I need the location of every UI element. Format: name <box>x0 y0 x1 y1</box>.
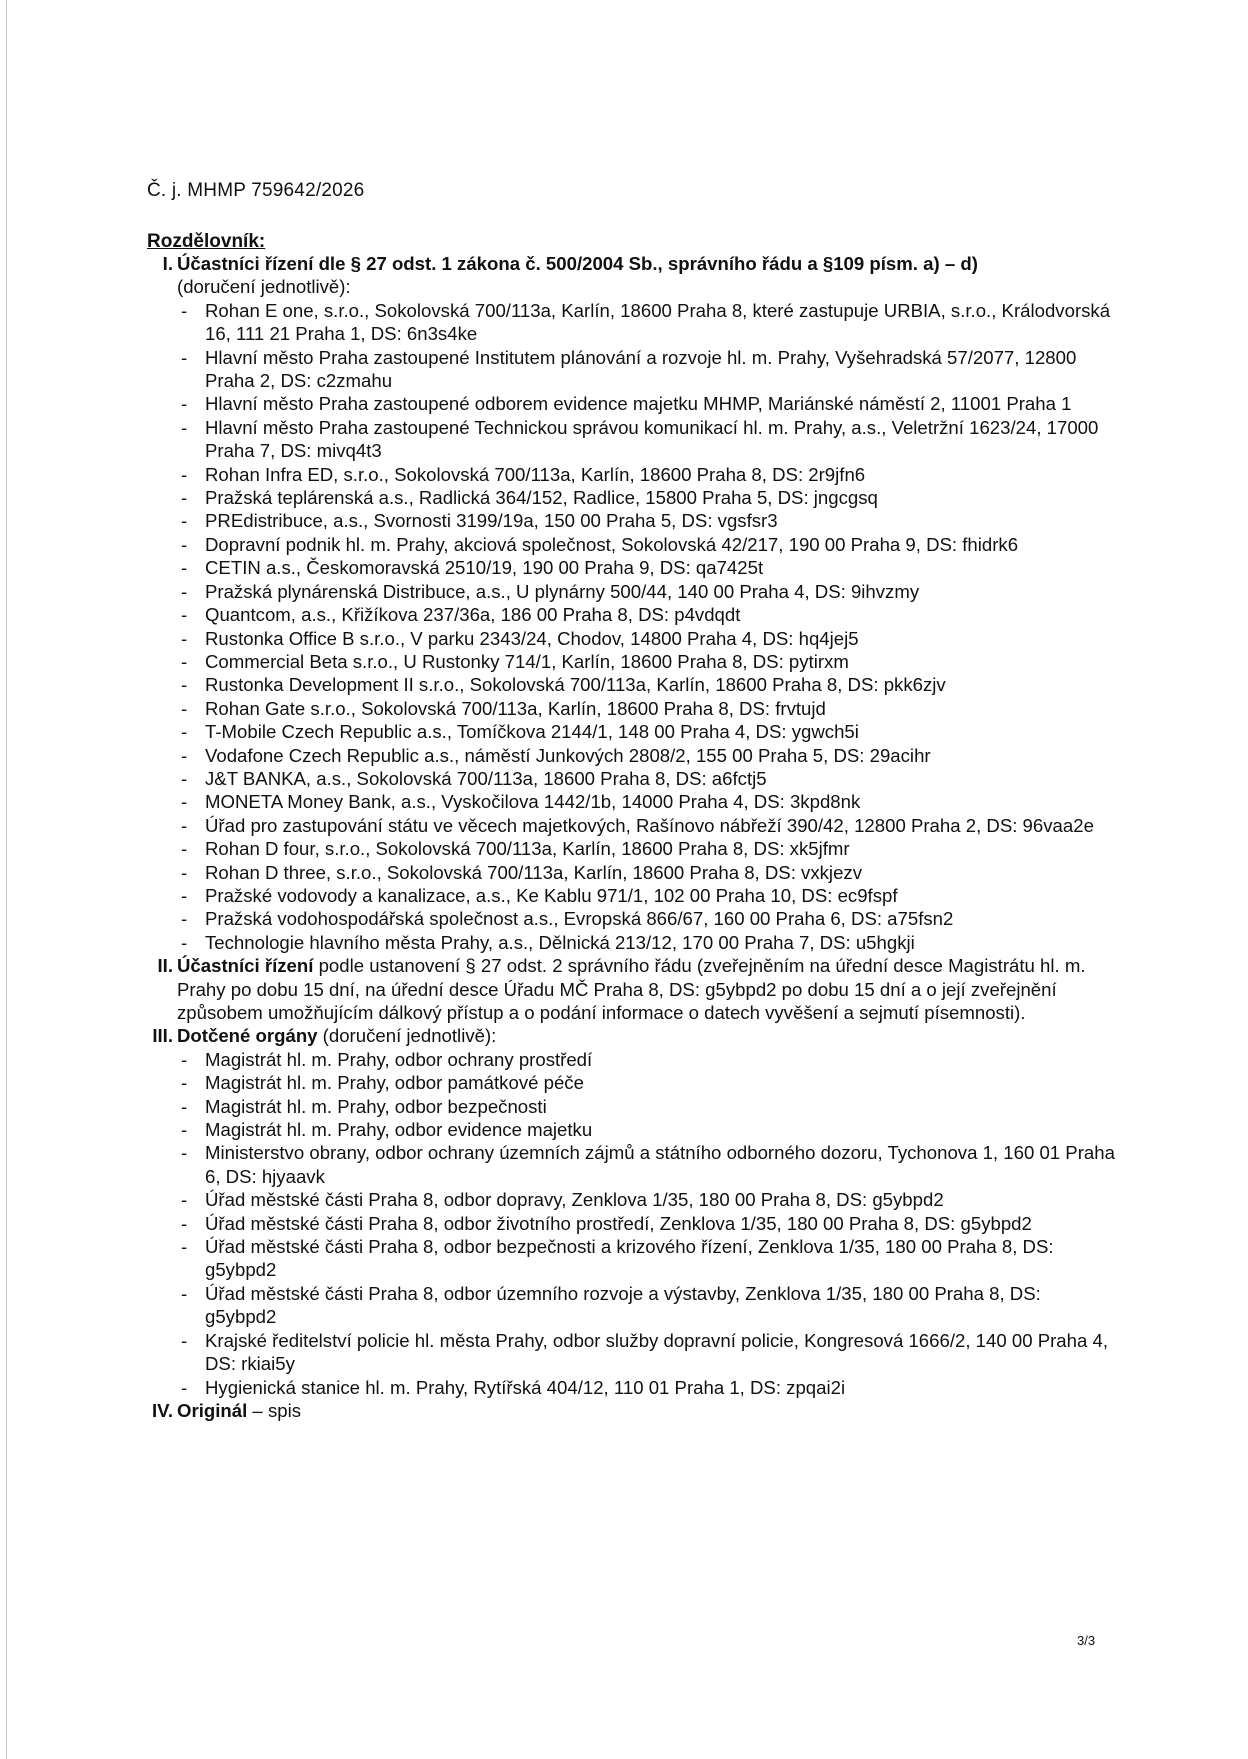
list-item: - Hygienická stanice hl. m. Prahy, Rytířská 404/12, 110 01 Praha 1, DS: zpqai2i <box>177 1376 1115 1399</box>
section-title-bold: Účastníci řízení <box>177 955 314 977</box>
page-number: 3/3 <box>1077 1633 1096 1648</box>
recipient-list <box>177 299 1115 954</box>
section-2 <box>125 954 1115 1024</box>
section-number: IV. <box>151 1399 173 1421</box>
list-item: - Rohan Infra ED, s.r.o., Sokolovská 700/113a, Karlín, 18600 Praha 8, DS: 2r9jfn6 <box>177 463 1115 486</box>
list-item: - Dopravní podnik hl. m. Prahy, akciová společnost, Sokolovská 42/217, 190 00 Praha 9, DS: fhidrk6 <box>177 533 1115 556</box>
authority-list <box>177 1048 1115 1399</box>
list-item: - Rohan D three, s.r.o., Sokolovská 700/113a, Karlín, 18600 Praha 8, DS: vxkjezv <box>177 861 1115 884</box>
list-item: - Rohan D four, s.r.o., Sokolovská 700/113a, Karlín, 18600 Praha 8, DS: xk5jfmr <box>177 837 1115 860</box>
list-item: - Technologie hlavního města Prahy, a.s., Dělnická 213/12, 170 00 Praha 7, DS: u5hgkji <box>177 931 1115 954</box>
section-title-rest: (doručení jednotlivě): <box>177 276 351 298</box>
list-item: - J&T BANKA, a.s., Sokolovská 700/113a, 18600 Praha 8, DS: a6fctj5 <box>177 767 1115 790</box>
list-item: - Hlavní město Praha zastoupené Technickou správou komunikací hl. m. Prahy, a.s., Veletržní 1623/24, 17000 Praha 7, DS: mivq4t3 <box>177 416 1115 463</box>
section-title <box>177 1399 1115 1422</box>
list-item: - Commercial Beta s.r.o., U Rustonky 714/1, Karlín, 18600 Praha 8, DS: pytirxm <box>177 650 1115 673</box>
list-item: - Rustonka Development II s.r.o., Sokolovská 700/113a, Karlín, 18600 Praha 8, DS: pkk6zjv <box>177 673 1115 696</box>
list-item: - Hlavní město Praha zastoupené odborem evidence majetku MHMP, Mariánské náměstí 2, 11001 Praha 1 <box>177 392 1115 415</box>
section-3 <box>125 1024 1115 1399</box>
list-item: - Magistrát hl. m. Prahy, odbor evidence majetku <box>177 1118 1115 1141</box>
list-item: - Rustonka Office B s.r.o., V parku 2343/24, Chodov, 14800 Praha 4, DS: hq4jej5 <box>177 627 1115 650</box>
section-title-rest: (doručení jednotlivě): <box>317 1025 497 1047</box>
list-item: - T-Mobile Czech Republic a.s., Tomíčkova 2144/1, 148 00 Praha 4, DS: ygwch5i <box>177 720 1115 743</box>
list-item: - Quantcom, a.s., Křižíkova 237/36a, 186 00 Praha 8, DS: p4vdqdt <box>177 603 1115 626</box>
list-item: - Úřad městské části Praha 8, odbor územního rozvoje a výstavby, Zenklova 1/35, 180 00 Praha 8, DS: g5ybpd2 <box>177 1282 1115 1329</box>
section-title <box>177 954 1115 1024</box>
list-item: - Hlavní město Praha zastoupené Institutem plánování a rozvoje hl. m. Prahy, Vyšehradská 57/2077, 12800 Praha 2, DS: c2zmahu <box>177 346 1115 393</box>
list-item: - Rohan E one, s.r.o., Sokolovská 700/113a, Karlín, 18600 Praha 8, které zastupuje URBIA, s.r.o., Králodvorská 16, 111 21 Praha 1, DS: 6n3s4ke <box>177 299 1115 346</box>
section-title <box>177 252 1115 299</box>
list-item: - Úřad městské části Praha 8, odbor životního prostředí, Zenklova 1/35, 180 00 Praha 8, DS: g5ybpd2 <box>177 1212 1115 1235</box>
reference-number: Č. j. MHMP 759642/2026 <box>147 180 365 201</box>
section-title-bold: Originál <box>177 1399 248 1421</box>
list-item: - Pražská teplárenská a.s., Radlická 364/152, Radlice, 15800 Praha 5, DS: jngcgsq <box>177 486 1115 509</box>
list-item: - Rohan Gate s.r.o., Sokolovská 700/113a, Karlín, 18600 Praha 8, DS: frvtujd <box>177 697 1115 720</box>
list-item: - Úřad městské části Praha 8, odbor dopravy, Zenklova 1/35, 180 00 Praha 8, DS: g5ybpd2 <box>177 1188 1115 1211</box>
distribution-list <box>125 252 1115 1422</box>
list-item: - CETIN a.s., Českomoravská 2510/19, 190 00 Praha 9, DS: qa7425t <box>177 556 1115 579</box>
list-item: - Úřad městské části Praha 8, odbor bezpečnosti a krizového řízení, Zenklova 1/35, 180 00 Praha 8, DS: g5ybpd2 <box>177 1235 1115 1282</box>
section-title <box>177 1024 1115 1047</box>
list-item: - Magistrát hl. m. Prahy, odbor památkové péče <box>177 1071 1115 1094</box>
list-item: - Úřad pro zastupování státu ve věcech majetkových, Rašínovo nábřeží 390/42, 12800 Praha 2, DS: 96vaa2e <box>177 814 1115 837</box>
list-item: - MONETA Money Bank, a.s., Vyskočilova 1442/1b, 14000 Praha 4, DS: 3kpd8nk <box>177 790 1115 813</box>
list-item: - Vodafone Czech Republic a.s., náměstí Junkových 2808/2, 155 00 Praha 5, DS: 29acihr <box>177 744 1115 767</box>
list-item: - PREdistribuce, a.s., Svornosti 3199/19a, 150 00 Praha 5, DS: vgsfsr3 <box>177 509 1115 532</box>
section-title-rest: – spis <box>247 1399 302 1421</box>
list-item: - Magistrát hl. m. Prahy, odbor ochrany prostředí <box>177 1048 1115 1071</box>
section-number: I. <box>162 253 173 274</box>
list-item: - Magistrát hl. m. Prahy, odbor bezpečnosti <box>177 1095 1115 1118</box>
section-title-bold: Dotčené orgány <box>177 1025 318 1047</box>
section-number: II. <box>157 955 173 977</box>
list-item: - Krajské ředitelství policie hl. města Prahy, odbor služby dopravní policie, Kongresová 1666/2, 140 00 Praha 4, DS: rkiai5y <box>177 1329 1115 1376</box>
list-item: - Pražská plynárenská Distribuce, a.s., U plynárny 500/44, 140 00 Praha 4, DS: 9ihvzmy <box>177 580 1115 603</box>
scan-edge-line <box>6 0 7 1759</box>
section-4 <box>125 1399 1115 1422</box>
list-item: - Ministerstvo obrany, odbor ochrany územních zájmů a státního odborného dozoru, Tychonova 1, 160 01 Praha 6, DS: hjyaavk <box>177 1141 1115 1188</box>
list-item: - Pražská vodohospodářská společnost a.s., Evropská 866/67, 160 00 Praha 6, DS: a75fsn2 <box>177 907 1115 930</box>
list-item: - Pražské vodovody a kanalizace, a.s., Ke Kablu 971/1, 102 00 Praha 10, DS: ec9fspf <box>177 884 1115 907</box>
section-1 <box>125 252 1115 954</box>
section-number: III. <box>152 1025 173 1047</box>
section-title-rest: podle ustanovení § 27 odst. 2 správního řádu (zveřejněním na úřední desce Magistrátu hl. m. Prahy po dobu 15 dní, na úřední desce Úřadu MČ Praha 8, DS: g5ybpd2 po dobu 15 dní a o její zveřejnění způsobem umožňujícím dálkový přístup a o podání informace o datech vyvěšení a sejmutí písemnosti). <box>177 955 1086 1023</box>
section-title-bold: Účastníci řízení dle § 27 odst. 1 zákona č. 500/2004 Sb., správního řádu a §109 písm. a) – d) <box>177 253 978 274</box>
distribution-list-heading: Rozdělovník: <box>147 231 266 252</box>
